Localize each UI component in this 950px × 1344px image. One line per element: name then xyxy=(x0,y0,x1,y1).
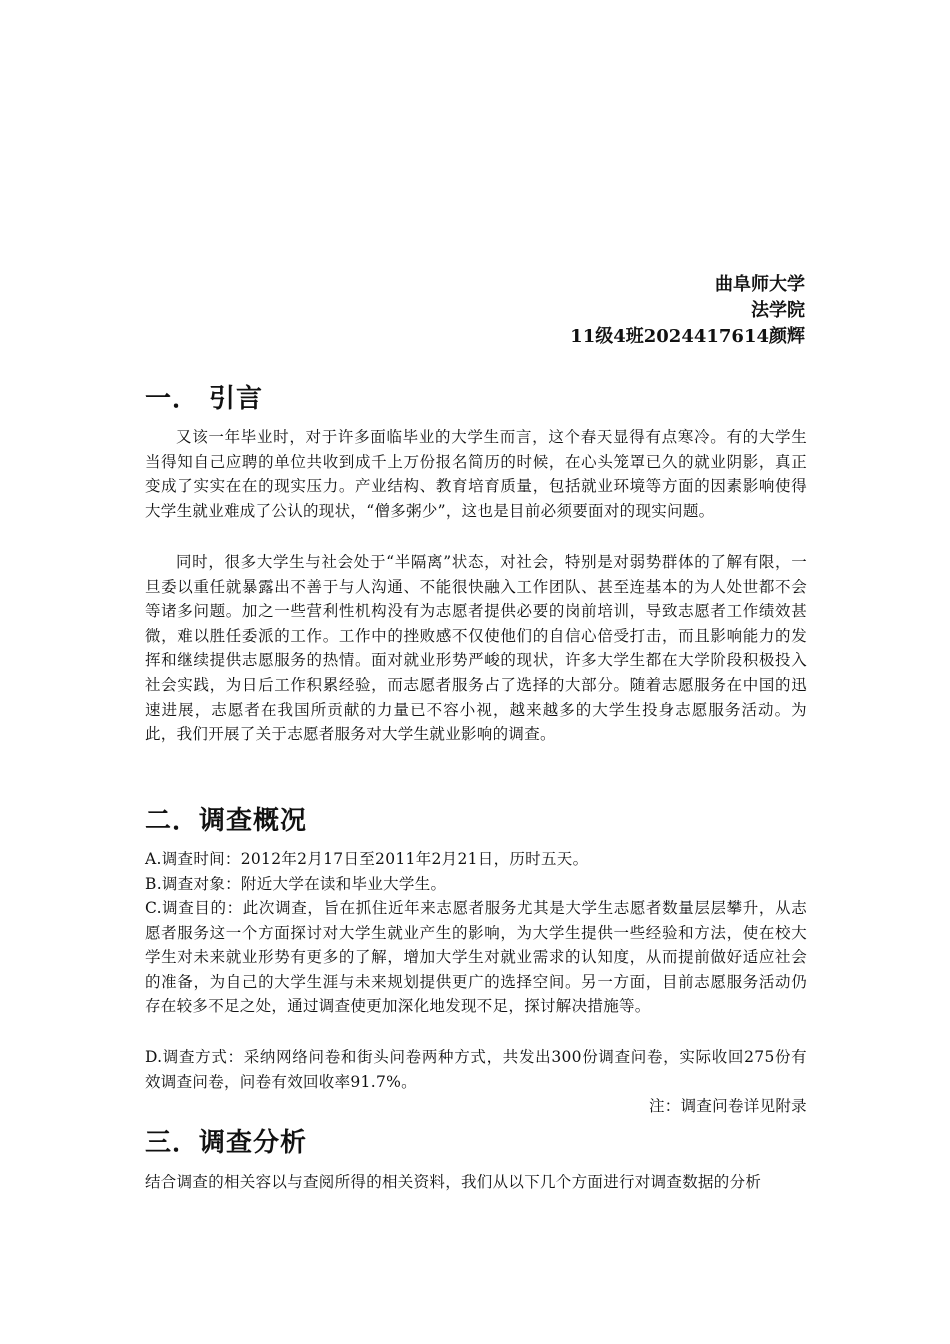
class-and-author: 11级4班2024417614颜辉 xyxy=(570,326,805,347)
survey-purpose: C.调查目的：此次调查，旨在抓住近年来志愿者服务尤其是大学生志愿者数量层层攀升，从志愿者服务这一个方面探讨对大学生就业产生的影响，为大学生提供一些经验和方法，使在校大学生对未来就业形势有更多的了解，增加大学生对就业需求的认知度，从而提前做好适应社会的准备，为自己的大学生涯与未来规划提供更广的选择空间。另一方面，目前志愿服务活动仍存在较多不足之处，通过调查使更加深化地发现不足，探讨解决措施等。 xyxy=(145,899,807,1016)
section-1-title: 一． 引言 xyxy=(145,384,264,414)
section-1-paragraph-1: 又该一年毕业时，对于许多面临毕业的大学生而言，这个春天显得有点寒冷。有的大学生当得知自己应聘的单位共收到成千上万份报名简历的时候，在心头笼罩已久的就业阴影，真正变成了实实在在的现实压力。产业结构、教育培育质量，包括就业环境等方面的因素影响使得大学生就业难成了公认的现状，“僧多粥少”，这也是目前必须要面对的现实问题。 xyxy=(145,428,807,520)
section-1-paragraph-2: 同时，很多大学生与社会处于“半隔离”状态，对社会，特别是对弱势群体的了解有限，一旦委以重任就暴露出不善于与人沟通、不能很快融入工作团队、甚至连基本的为人处世都不会等诸多问题。加之一些营利性机构没有为志愿者提供必要的岗前培训，导致志愿者工作绩效甚微，难以胜任委派的工作。工作中的挫败感不仅使他们的自信心倍受打击，而且影响能力的发挥和继续提供志愿服务的热情。面对就业形势严峻的现状，许多大学生都在大学阶段积极投入社会实践，为日后工作积累经验，而志愿者服务占了选择的大部分。随着志愿服务在中国的迅速进展，志愿者在我国所贡献的力量已不容小视，越来越多的大学生投身志愿服务活动。为此，我们开展了关于志愿者服务对大学生就业影响的调查。 xyxy=(145,553,807,744)
survey-subjects: B.调查对象：附近大学在读和毕业大学生。 xyxy=(145,875,447,893)
survey-time: A.调查时间：2012年2月17日至2011年2月21日，历时五天。 xyxy=(145,850,589,868)
appendix-note: 注：调查问卷详见附录 xyxy=(648,1097,807,1115)
university-name: 曲阜师大学 xyxy=(715,274,805,295)
survey-method: D.调查方式：采纳网络问卷和街头问卷两种方式，共发出300份调查问卷，实际收回275份有效调查问卷，问卷有效回收率91.7%。 xyxy=(145,1048,807,1091)
author-block xyxy=(570,272,805,350)
section-2-title: 二．调查概况 xyxy=(145,806,308,836)
section-3-title: 三．调查分析 xyxy=(145,1128,308,1158)
college-name: 法学院 xyxy=(751,300,805,321)
section-3-paragraph-1: 结合调查的相关容以与查阅所得的相关资料，我们从以下几个方面进行对调查数据的分析 xyxy=(145,1173,762,1191)
